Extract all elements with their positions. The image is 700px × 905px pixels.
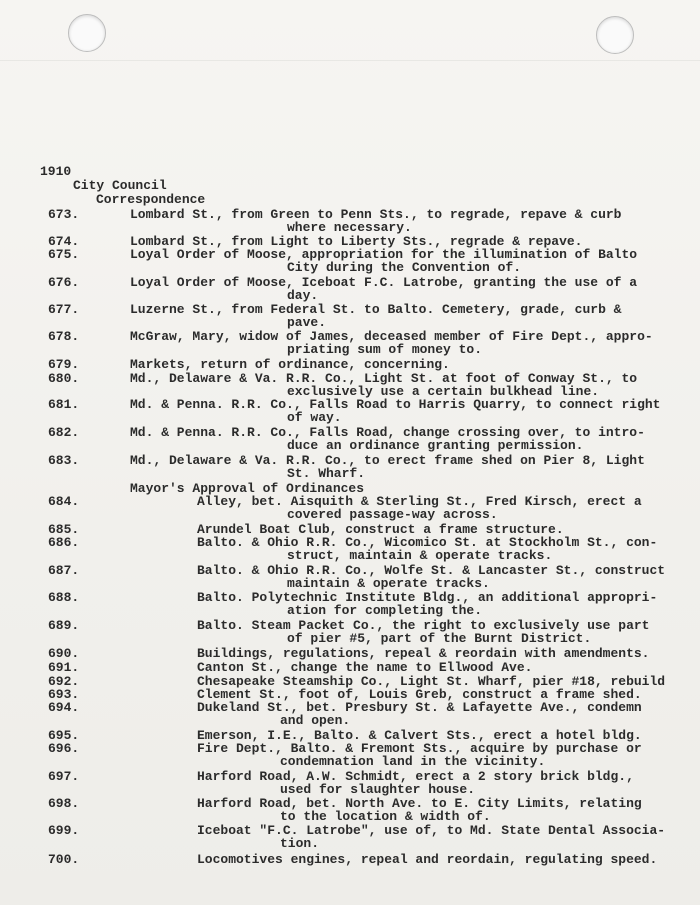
entry-text: Balto. Polytechnic Institute Bldg., an additional appropri- bbox=[197, 590, 658, 605]
entry-number: 693. bbox=[48, 687, 80, 702]
entry-number: 688. bbox=[48, 590, 80, 605]
subsection-heading: Correspondence bbox=[96, 192, 206, 207]
entry-number: 681. bbox=[48, 397, 80, 412]
entry-text-continuation: and open. bbox=[280, 713, 351, 728]
entry-number: 678. bbox=[48, 329, 80, 344]
entry-text-continuation: covered passage-way across. bbox=[287, 507, 498, 522]
entry-number: 699. bbox=[48, 823, 80, 838]
entry-number: 697. bbox=[48, 769, 80, 784]
entry-text-continuation: St. Wharf. bbox=[287, 466, 366, 481]
entry-number: 695. bbox=[48, 728, 80, 743]
entry-number: 683. bbox=[48, 453, 80, 468]
entry-number: 680. bbox=[48, 371, 80, 386]
entry-text: Buildings, regulations, repeal & reordain with amendments. bbox=[197, 646, 650, 661]
entry-text: Loyal Order of Moose, appropriation for the illumination of Balto bbox=[130, 247, 638, 262]
mayor-approval-heading: Mayor's Approval of Ordinances bbox=[130, 481, 365, 496]
entry-number: 679. bbox=[48, 357, 80, 372]
entry-text-continuation: pave. bbox=[287, 315, 327, 330]
entry-text: Luzerne St., from Federal St. to Balto. Cemetery, grade, curb & bbox=[130, 302, 622, 317]
entry-text-continuation: duce an ordinance granting permission. bbox=[287, 438, 584, 453]
entry-text: Canton St., change the name to Ellwood Ave. bbox=[197, 660, 533, 675]
entry-text: Harford Road, bet. North Ave. to E. City Limits, relating bbox=[197, 796, 642, 811]
entry-number: 673. bbox=[48, 207, 80, 222]
entry-number: 677. bbox=[48, 302, 80, 317]
entry-text: Iceboat "F.C. Latrobe", use of, to Md. State Dental Associa- bbox=[197, 823, 666, 838]
punch-hole-right bbox=[596, 16, 634, 54]
entry-text-continuation: struct, maintain & operate tracks. bbox=[287, 548, 553, 563]
entry-text: McGraw, Mary, widow of James, deceased member of Fire Dept., appro- bbox=[130, 329, 653, 344]
entry-text: Arundel Boat Club, construct a frame structure. bbox=[197, 522, 564, 537]
entry-text: Md., Delaware & Va. R.R. Co., to erect frame shed on Pier 8, Light bbox=[130, 453, 645, 468]
entry-number: 690. bbox=[48, 646, 80, 661]
entry-text-continuation: City during the Convention of. bbox=[287, 260, 522, 275]
entry-text-continuation: ation for completing the. bbox=[287, 603, 483, 618]
entry-number: 696. bbox=[48, 741, 80, 756]
entry-number: 687. bbox=[48, 563, 80, 578]
entry-text-continuation: tion. bbox=[280, 836, 320, 851]
entry-text-continuation: used for slaughter house. bbox=[280, 782, 476, 797]
entry-text: Harford Road, A.W. Schmidt, erect a 2 story brick bldg., bbox=[197, 769, 634, 784]
entry-text-continuation: of pier #5, part of the Burnt District. bbox=[287, 631, 592, 646]
entry-text: Emerson, I.E., Balto. & Calvert Sts., erect a hotel bldg. bbox=[197, 728, 642, 743]
entry-text: Loyal Order of Moose, Iceboat F.C. Latrobe, granting the use of a bbox=[130, 275, 638, 290]
entry-text: Balto. & Ohio R.R. Co., Wolfe St. & Lancaster St., construct bbox=[197, 563, 666, 578]
entry-text-continuation: condemnation land in the vicinity. bbox=[280, 754, 546, 769]
entry-number: 692. bbox=[48, 674, 80, 689]
entry-text: Clement St., foot of, Louis Greb, construct a frame shed. bbox=[197, 687, 642, 702]
entry-number: 689. bbox=[48, 618, 80, 633]
section-heading: City Council bbox=[73, 178, 167, 193]
entry-number: 691. bbox=[48, 660, 80, 675]
entry-number: 686. bbox=[48, 535, 80, 550]
entry-text-continuation: to the location & width of. bbox=[280, 809, 491, 824]
punch-hole-left bbox=[68, 14, 106, 52]
paper-fold bbox=[0, 60, 700, 61]
entry-number: 698. bbox=[48, 796, 80, 811]
entry-text-continuation: maintain & operate tracks. bbox=[287, 576, 490, 591]
year-heading: 1910 bbox=[40, 164, 72, 179]
entry-text: Md. & Penna. R.R. Co., Falls Road, change crossing over, to intro- bbox=[130, 425, 645, 440]
entry-text: Balto. & Ohio R.R. Co., Wicomico St. at Stockholm St., con- bbox=[197, 535, 658, 550]
entry-number: 675. bbox=[48, 247, 80, 262]
entry-text: Dukeland St., bet. Presbury St. & Lafayette Ave., condemn bbox=[197, 700, 642, 715]
entry-text: Fire Dept., Balto. & Fremont Sts., acquire by purchase or bbox=[197, 741, 642, 756]
entry-text: Chesapeake Steamship Co., Light St. Wharf, pier #18, rebuild bbox=[197, 674, 666, 689]
entry-text: Lombard St., from Light to Liberty Sts., regrade & repave. bbox=[130, 234, 583, 249]
entry-text: Locomotives engines, repeal and reordain, regulating speed. bbox=[197, 852, 658, 867]
entry-text-continuation: exclusively use a certain bulkhead line. bbox=[287, 384, 600, 399]
entry-number: 674. bbox=[48, 234, 80, 249]
entry-number: 682. bbox=[48, 425, 80, 440]
entry-number: 694. bbox=[48, 700, 80, 715]
entry-text-continuation: priating sum of money to. bbox=[287, 342, 483, 357]
entry-text: Alley, bet. Aisquith & Sterling St., Fred Kirsch, erect a bbox=[197, 494, 642, 509]
entry-number: 684. bbox=[48, 494, 80, 509]
entry-text: Md. & Penna. R.R. Co., Falls Road to Harris Quarry, to connect right bbox=[130, 397, 661, 412]
entry-number: 700. bbox=[48, 852, 80, 867]
entry-text-continuation: day. bbox=[287, 288, 319, 303]
entry-text: Balto. Steam Packet Co., the right to exclusively use part bbox=[197, 618, 650, 633]
entry-text: Md., Delaware & Va. R.R. Co., Light St. at foot of Conway St., to bbox=[130, 371, 638, 386]
entry-number: 685. bbox=[48, 522, 80, 537]
entry-text: Lombard St., from Green to Penn Sts., to regrade, repave & curb bbox=[130, 207, 622, 222]
entry-text-continuation: where necessary. bbox=[287, 220, 412, 235]
entry-number: 676. bbox=[48, 275, 80, 290]
entry-text: Markets, return of ordinance, concerning. bbox=[130, 357, 450, 372]
entry-text-continuation: of way. bbox=[287, 410, 342, 425]
